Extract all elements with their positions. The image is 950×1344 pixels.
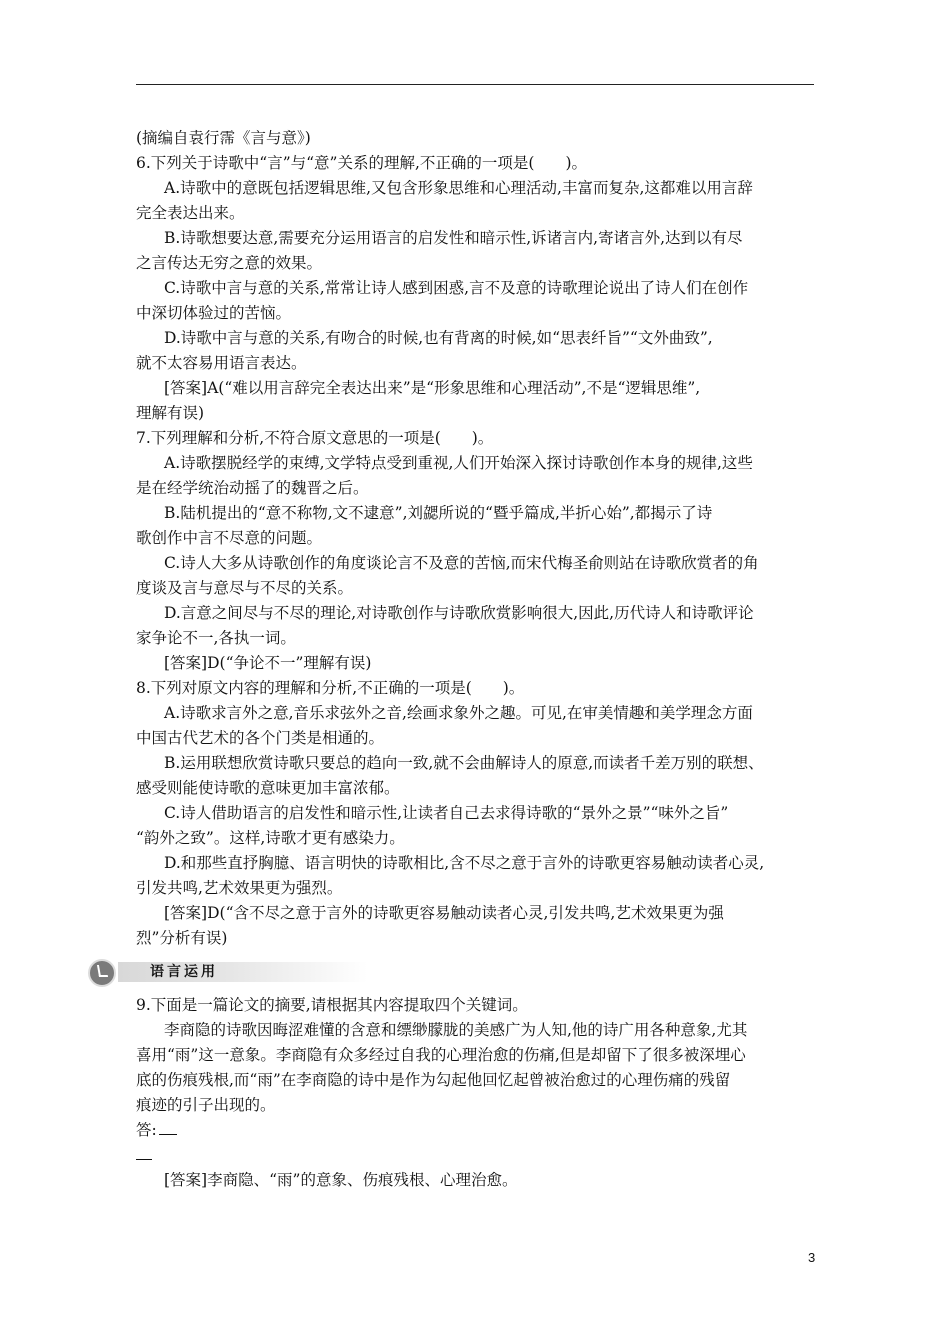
q9-passage-line-3: 底的伤痕残根,而“雨”在李商隐的诗中是作为勾起他回忆起曾被治愈过的心理伤痛的残留 (136, 1071, 731, 1089)
answer-blank[interactable] (159, 1118, 177, 1135)
q7-option-d: D.言意之间尽与不尽的理论,对诗歌创作与诗歌欣赏影响很大,因此,历代诗人和诗歌评论 (164, 604, 754, 622)
q6-option-c: C.诗歌中言与意的关系,常常让诗人感到困惑,言不及意的诗歌理论说出了诗人们在创作 (164, 279, 749, 297)
question-9-stem: 9.下面是一篇论文的摘要,请根据其内容提取四个关键词。 (136, 996, 528, 1014)
q7-option-b-cont: 歌创作中言不尽意的问题。 (136, 529, 323, 547)
q7-option-d-cont: 家争论不一,各执一词。 (136, 629, 296, 647)
q7-answer: [答案]D(“争论不一”理解有误) (164, 654, 372, 672)
q8-option-c-cont: “韵外之致”。这样,诗歌才更有感染力。 (136, 829, 405, 847)
question-8-stem: 8.下列对原文内容的理解和分析,不正确的一项是( )。 (136, 679, 525, 697)
q9-passage-line-2: 喜用“雨”这一意象。李商隐有众多经过自我的心理治愈的伤痛,但是却留下了很多被深埋心 (136, 1046, 746, 1064)
q7-option-a-cont: 是在经学统治动摇了的魏晋之后。 (136, 479, 369, 497)
page-number: 3 (808, 1250, 816, 1265)
question-6-stem: 6.下列关于诗歌中“言”与“意”关系的理解,不正确的一项是( )。 (136, 154, 588, 172)
q6-option-a: A.诗歌中的意既包括逻辑思维,又包含形象思维和心理活动,丰富而复杂,这都难以用言辞 (164, 179, 753, 197)
q8-option-a: A.诗歌求言外之意,音乐求弦外之音,绘画求象外之趣。可见,在审美情趣和美学理念方面 (164, 704, 753, 722)
answer-blank-continued[interactable] (136, 1149, 152, 1160)
q7-option-b: B.陆机提出的“意不称物,文不逮意”,刘勰所说的“暨乎篇成,半折心始”,都揭示了诗 (164, 504, 713, 522)
clock-icon (88, 959, 116, 987)
q9-answer-prompt (136, 1118, 816, 1143)
q6-option-d-cont: 就不太容易用语言表达。 (136, 354, 307, 372)
q6-answer-cont: 理解有误) (136, 404, 205, 422)
q8-option-b: B.运用联想欣赏诗歌只要总的趋向一致,就不会曲解诗人的原意,而读者千差万别的联想、 (164, 754, 764, 772)
q8-option-d: D.和那些直抒胸臆、语言明快的诗歌相比,含不尽之意于言外的诗歌更容易触动读者心灵, (164, 854, 765, 872)
section-badge (110, 957, 378, 983)
q7-option-c: C.诗人大多从诗歌创作的角度谈论言不及意的苦恼,而宋代梅圣俞则站在诗歌欣赏者的角 (164, 554, 759, 572)
q6-option-d: D.诗歌中言与意的关系,有吻合的时候,也有背离的时候,如“思表纤旨”“文外曲致”, (164, 329, 713, 347)
q8-option-c: C.诗人借助语言的启发性和暗示性,让读者自己去求得诗歌的“景外之景”“味外之旨” (164, 804, 729, 822)
q8-answer-cont: 烈”分析有误) (136, 929, 228, 947)
q6-option-c-cont: 中深切体验过的苦恼。 (136, 304, 292, 322)
q6-answer: [答案]A(“难以用言辞完全表达出来”是“形象思维和心理活动”,不是“逻辑思维”, (164, 379, 701, 397)
q9-passage-line-4: 痕迹的引子出现的。 (136, 1096, 276, 1114)
q8-answer: [答案]D(“含不尽之意于言外的诗歌更容易触动读者心灵,引发共鸣,艺术效果更为强 (164, 904, 724, 922)
question-7-stem: 7.下列理解和分析,不符合原文意思的一项是( )。 (136, 429, 494, 447)
q6-option-b: B.诗歌想要达意,需要充分运用语言的启发性和暗示性,诉诸言内,寄诸言外,达到以有尽 (164, 229, 743, 247)
header-rule (136, 84, 814, 85)
q9-answer: [答案]李商隐、“雨”的意象、伤痕残根、心理治愈。 (164, 1171, 518, 1189)
answer-prompt-label: 答: (136, 1121, 157, 1139)
q8-option-a-cont: 中国古代艺术的各个门类是相通的。 (136, 729, 385, 747)
q9-passage-line-1: 李商隐的诗歌因晦涩难懂的含意和缥缈朦胧的美感广为人知,他的诗广用各种意象,尤其 (164, 1021, 748, 1039)
q6-option-a-cont: 完全表达出来。 (136, 204, 245, 222)
section-header-language-use (136, 953, 816, 987)
q6-option-b-cont: 之言传达无穷之意的效果。 (136, 254, 323, 272)
q8-option-d-cont: 引发共鸣,艺术效果更为强烈。 (136, 879, 343, 897)
q9-answer-blank-line (136, 1143, 816, 1168)
q8-option-b-cont: 感受则能使诗歌的意味更加丰富浓郁。 (136, 779, 400, 797)
q7-option-a: A.诗歌摆脱经学的束缚,文学特点受到重视,人们开始深入探讨诗歌创作本身的规律,这些 (164, 454, 753, 472)
document-body (136, 126, 816, 1193)
q7-option-c-cont: 度谈及言与意尽与不尽的关系。 (136, 579, 354, 597)
section-label: 语言运用 (150, 964, 218, 980)
source-line: (摘编自袁行霈《言与意》) (136, 129, 311, 147)
